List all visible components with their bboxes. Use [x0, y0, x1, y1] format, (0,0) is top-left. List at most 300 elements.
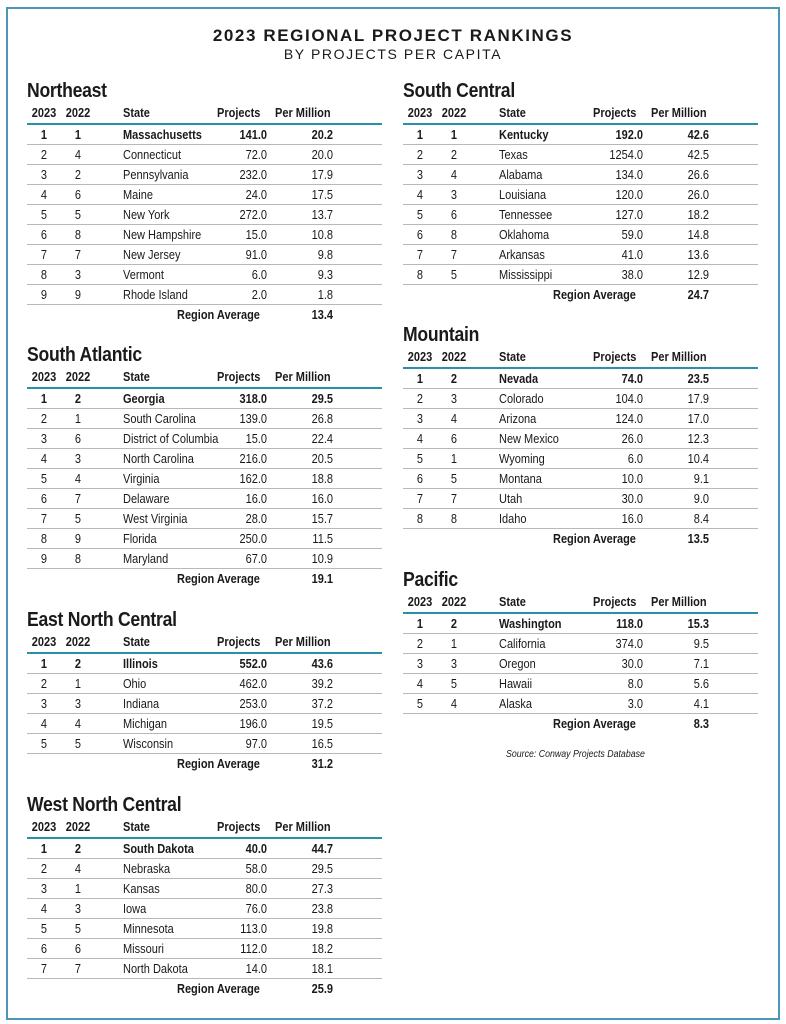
table-row [27, 694, 382, 714]
table-row [403, 469, 758, 489]
region-average-label: Region Average [553, 532, 636, 546]
region-table [27, 343, 382, 589]
table-row [403, 225, 758, 245]
rank-2022: 6 [450, 432, 458, 446]
state-name: West Virginia [123, 512, 188, 526]
state-name: Maine [123, 188, 153, 202]
table-row [403, 125, 758, 145]
rank-2022: 9 [74, 532, 82, 546]
rank-2023: 4 [416, 432, 424, 446]
projects-value: 232.0 [239, 168, 267, 182]
rank-2022: 3 [74, 268, 82, 282]
per-million-value: 11.5 [312, 532, 333, 546]
header-per-million: Per Million [275, 635, 331, 649]
table-row [27, 899, 382, 919]
table-header [27, 817, 382, 839]
state-name: Mississippi [499, 268, 553, 282]
region-average-value: 13.5 [687, 532, 709, 546]
rank-2023: 7 [416, 492, 424, 506]
table-row [27, 959, 382, 979]
rank-2023: 3 [40, 432, 48, 446]
per-million-value: 9.5 [693, 637, 709, 651]
per-million-value: 26.6 [687, 168, 709, 182]
table-row [27, 265, 382, 285]
state-name: Oregon [499, 657, 536, 671]
header-state: State [123, 635, 150, 649]
rank-2023: 9 [40, 288, 48, 302]
rank-2022: 2 [74, 842, 82, 856]
rank-2022: 1 [74, 128, 82, 142]
state-name: Indiana [123, 697, 160, 711]
state-name: North Dakota [123, 962, 188, 976]
rank-2023: 9 [40, 552, 48, 566]
projects-value: 162.0 [239, 472, 267, 486]
projects-value: 374.0 [615, 637, 643, 651]
state-name: Massachusetts [123, 128, 202, 142]
rank-2023: 1 [416, 617, 424, 631]
rank-2023: 6 [416, 472, 424, 486]
projects-value: 76.0 [245, 902, 267, 916]
per-million-value: 18.8 [311, 472, 333, 486]
table-row [27, 714, 382, 734]
per-million-value: 9.0 [693, 492, 709, 506]
per-million-value: 19.8 [311, 922, 333, 936]
table-row [27, 734, 382, 754]
rank-2022: 3 [74, 902, 82, 916]
projects-value: 26.0 [621, 432, 643, 446]
header-2023: 2023 [31, 635, 57, 649]
table-row [27, 285, 382, 305]
per-million-value: 10.4 [687, 452, 709, 466]
table-row [403, 369, 758, 389]
rank-2023: 7 [416, 248, 424, 262]
rank-2023: 5 [416, 697, 424, 711]
header-2022: 2022 [441, 350, 467, 364]
rank-2023: 1 [40, 657, 48, 671]
per-million-value: 23.8 [311, 902, 333, 916]
projects-value: 80.0 [245, 882, 267, 896]
state-name: Alaska [499, 697, 533, 711]
per-million-value: 29.5 [311, 862, 333, 876]
projects-value: 14.0 [245, 962, 267, 976]
table-row [403, 145, 758, 165]
region-average-label: Region Average [177, 982, 260, 996]
projects-value: 16.0 [621, 512, 643, 526]
state-name: North Carolina [123, 452, 194, 466]
per-million-value: 44.7 [311, 842, 333, 856]
region-average-row [403, 529, 758, 549]
projects-value: 462.0 [239, 677, 267, 691]
header-state: State [123, 106, 150, 120]
rank-2023: 5 [40, 922, 48, 936]
table-header [403, 103, 758, 125]
per-million-value: 17.0 [687, 412, 709, 426]
projects-value: 28.0 [245, 512, 267, 526]
rank-2023: 7 [40, 962, 48, 976]
page-subtitle: BY PROJECTS PER CAPITA [283, 46, 503, 62]
table-row [27, 919, 382, 939]
rank-2022: 4 [74, 862, 82, 876]
state-name: New Mexico [499, 432, 559, 446]
state-name: Utah [499, 492, 523, 506]
region-average-value: 19.1 [311, 572, 333, 586]
header-2023: 2023 [407, 350, 433, 364]
state-name: Iowa [123, 902, 147, 916]
projects-value: 16.0 [245, 492, 267, 506]
rank-2023: 5 [40, 208, 48, 222]
per-million-value: 16.5 [311, 737, 333, 751]
table-row [403, 614, 758, 634]
projects-value: 120.0 [615, 188, 643, 202]
rank-2022: 2 [450, 372, 458, 386]
header-2023: 2023 [407, 106, 433, 120]
state-name: New Hampshire [123, 228, 202, 242]
state-name: South Carolina [123, 412, 196, 426]
state-name: Nebraska [123, 862, 171, 876]
per-million-value: 20.0 [311, 148, 333, 162]
projects-value: 38.0 [621, 268, 643, 282]
rank-2022: 1 [74, 677, 82, 691]
rank-2023: 5 [40, 472, 48, 486]
rank-2023: 4 [416, 188, 424, 202]
header-state: State [123, 370, 150, 384]
table-row [403, 389, 758, 409]
state-name: Alabama [499, 168, 543, 182]
rank-2023: 2 [416, 148, 424, 162]
header-projects: Projects [217, 106, 261, 120]
rank-2022: 3 [74, 452, 82, 466]
table-row [403, 634, 758, 654]
per-million-value: 15.7 [311, 512, 333, 526]
header-projects: Projects [217, 370, 261, 384]
rank-2023: 1 [416, 128, 424, 142]
rank-2023: 3 [40, 882, 48, 896]
state-name: South Dakota [123, 842, 194, 856]
header-per-million: Per Million [651, 106, 707, 120]
table-row [403, 509, 758, 529]
rank-2022: 3 [450, 188, 458, 202]
region-average-row [27, 979, 382, 999]
per-million-value: 20.5 [311, 452, 333, 466]
projects-value: 253.0 [239, 697, 267, 711]
per-million-value: 9.1 [693, 472, 709, 486]
region-title: East North Central [27, 609, 177, 631]
table-row [27, 674, 382, 694]
header-projects: Projects [593, 106, 637, 120]
projects-value: 30.0 [621, 492, 643, 506]
table-row [403, 489, 758, 509]
header-2022: 2022 [65, 635, 91, 649]
header-projects: Projects [217, 635, 261, 649]
region-title: Northeast [27, 80, 107, 102]
rank-2022: 4 [74, 717, 82, 731]
table-row [403, 429, 758, 449]
table-row [403, 694, 758, 714]
rank-2023: 2 [40, 677, 48, 691]
rank-2023: 3 [40, 168, 48, 182]
table-row [27, 549, 382, 569]
table-row [27, 245, 382, 265]
region-table [403, 323, 758, 549]
per-million-value: 17.5 [311, 188, 333, 202]
state-name: Colorado [499, 392, 544, 406]
rank-2022: 4 [450, 697, 458, 711]
region-average-label: Region Average [553, 288, 636, 302]
table-row [27, 879, 382, 899]
state-name: Montana [499, 472, 542, 486]
table-row [27, 429, 382, 449]
rank-2022: 8 [450, 512, 458, 526]
per-million-value: 27.3 [311, 882, 333, 896]
header-state: State [499, 350, 526, 364]
header-per-million: Per Million [275, 370, 331, 384]
state-name: Wisconsin [123, 737, 174, 751]
rank-2022: 6 [74, 432, 82, 446]
region-average-label: Region Average [553, 717, 636, 731]
rank-2022: 7 [74, 962, 82, 976]
region-average-label: Region Average [177, 308, 260, 322]
rank-2023: 2 [40, 862, 48, 876]
header-2023: 2023 [407, 595, 433, 609]
state-name: Wyoming [499, 452, 545, 466]
header-projects: Projects [593, 595, 637, 609]
per-million-value: 10.8 [311, 228, 333, 242]
table-row [27, 939, 382, 959]
table-row [403, 449, 758, 469]
projects-value: 272.0 [239, 208, 267, 222]
table-header [27, 632, 382, 654]
per-million-value: 42.6 [687, 128, 709, 142]
per-million-value: 26.8 [311, 412, 333, 426]
projects-value: 127.0 [615, 208, 643, 222]
state-name: District of Columbia [123, 432, 219, 446]
rank-2023: 2 [416, 637, 424, 651]
projects-value: 40.0 [245, 842, 267, 856]
header-per-million: Per Million [651, 595, 707, 609]
projects-value: 104.0 [615, 392, 643, 406]
rank-2023: 6 [40, 492, 48, 506]
rank-2022: 1 [74, 412, 82, 426]
table-row [27, 125, 382, 145]
region-table [27, 608, 382, 774]
rank-2023: 8 [40, 532, 48, 546]
table-row [27, 225, 382, 245]
per-million-value: 7.1 [693, 657, 709, 671]
rank-2023: 1 [416, 372, 424, 386]
table-row [27, 449, 382, 469]
state-name: Texas [499, 148, 528, 162]
table-row [27, 489, 382, 509]
rank-2023: 5 [416, 208, 424, 222]
state-name: Oklahoma [499, 228, 550, 242]
per-million-value: 12.3 [687, 432, 709, 446]
per-million-value: 18.2 [687, 208, 709, 222]
state-name: Hawaii [499, 677, 533, 691]
table-row [27, 509, 382, 529]
region-title: Mountain [403, 324, 480, 346]
header-per-million: Per Million [275, 820, 331, 834]
table-row [27, 654, 382, 674]
rank-2022: 8 [74, 552, 82, 566]
projects-value: 74.0 [621, 372, 643, 386]
header-2023: 2023 [31, 370, 57, 384]
per-million-value: 19.5 [311, 717, 333, 731]
header-state: State [499, 595, 526, 609]
rank-2023: 8 [416, 512, 424, 526]
table-row [403, 409, 758, 429]
region-average-row [27, 754, 382, 774]
per-million-value: 39.2 [311, 677, 333, 691]
rank-2023: 7 [40, 248, 48, 262]
per-million-value: 13.7 [311, 208, 333, 222]
rank-2022: 2 [74, 392, 82, 406]
rank-2022: 2 [74, 657, 82, 671]
region-title: Pacific [403, 569, 458, 591]
projects-value: 6.0 [251, 268, 267, 282]
page-title: 2023 REGIONAL PROJECT RANKINGS [212, 26, 574, 45]
rank-2022: 2 [450, 148, 458, 162]
region-average-value: 8.3 [693, 717, 709, 731]
rank-2022: 1 [450, 452, 458, 466]
per-million-value: 43.6 [311, 657, 333, 671]
per-million-value: 10.9 [311, 552, 333, 566]
rank-2023: 4 [40, 452, 48, 466]
rank-2022: 5 [450, 472, 458, 486]
per-million-value: 14.8 [687, 228, 709, 242]
region-table [27, 793, 382, 999]
projects-value: 112.0 [240, 942, 267, 956]
rank-2022: 7 [450, 248, 458, 262]
state-name: Louisiana [499, 188, 547, 202]
table-row [27, 859, 382, 879]
state-name: New York [123, 208, 170, 222]
header-projects: Projects [217, 820, 261, 834]
projects-value: 15.0 [245, 228, 267, 242]
rank-2022: 5 [74, 737, 82, 751]
projects-value: 10.0 [621, 472, 643, 486]
projects-value: 97.0 [245, 737, 267, 751]
per-million-value: 42.5 [687, 148, 709, 162]
rank-2023: 2 [416, 392, 424, 406]
projects-value: 192.0 [615, 128, 643, 142]
table-row [403, 245, 758, 265]
state-name: Georgia [123, 392, 165, 406]
rank-2022: 4 [450, 412, 458, 426]
rank-2022: 8 [450, 228, 458, 242]
state-name: Virginia [123, 472, 160, 486]
region-title: South Central [403, 80, 515, 102]
rank-2023: 2 [40, 412, 48, 426]
table-row [27, 145, 382, 165]
rank-2022: 7 [74, 248, 82, 262]
region-average-value: 25.9 [311, 982, 333, 996]
table-row [403, 654, 758, 674]
table-header [403, 592, 758, 614]
table-header [27, 103, 382, 125]
state-name: Tennessee [499, 208, 553, 222]
rank-2023: 6 [40, 228, 48, 242]
table-header [403, 347, 758, 369]
per-million-value: 8.4 [693, 512, 709, 526]
per-million-value: 26.0 [687, 188, 709, 202]
region-title: West North Central [27, 794, 182, 816]
per-million-value: 20.2 [311, 128, 333, 142]
state-name: California [499, 637, 546, 651]
header-state: State [123, 820, 150, 834]
rank-2022: 9 [74, 288, 82, 302]
projects-value: 58.0 [245, 862, 267, 876]
region-average-value: 13.4 [311, 308, 333, 322]
per-million-value: 5.6 [693, 677, 709, 691]
per-million-value: 29.5 [311, 392, 333, 406]
rank-2022: 8 [74, 228, 82, 242]
per-million-value: 1.8 [317, 288, 333, 302]
rank-2023: 2 [40, 148, 48, 162]
table-row [403, 185, 758, 205]
region-average-label: Region Average [177, 757, 260, 771]
state-name: Michigan [123, 717, 168, 731]
state-name: Missouri [123, 942, 164, 956]
state-name: Minnesota [123, 922, 174, 936]
table-row [27, 389, 382, 409]
state-name: Illinois [123, 657, 158, 671]
rank-2022: 4 [74, 472, 82, 486]
table-row [27, 409, 382, 429]
header-2023: 2023 [31, 820, 57, 834]
projects-value: 67.0 [245, 552, 267, 566]
projects-value: 6.0 [627, 452, 643, 466]
rank-2022: 5 [450, 677, 458, 691]
projects-value: 1254.0 [609, 148, 643, 162]
per-million-value: 17.9 [687, 392, 709, 406]
projects-value: 59.0 [621, 228, 643, 242]
rank-2023: 8 [416, 268, 424, 282]
rank-2023: 1 [40, 128, 48, 142]
state-name: Connecticut [123, 148, 182, 162]
projects-value: 30.0 [621, 657, 643, 671]
table-row [27, 529, 382, 549]
state-name: Maryland [123, 552, 169, 566]
table-row [27, 185, 382, 205]
rank-2022: 1 [74, 882, 82, 896]
projects-value: 2.0 [251, 288, 267, 302]
rank-2023: 4 [416, 677, 424, 691]
per-million-value: 9.3 [317, 268, 333, 282]
rank-2022: 5 [450, 268, 458, 282]
rank-2023: 1 [40, 842, 48, 856]
per-million-value: 22.4 [311, 432, 333, 446]
per-million-value: 17.9 [311, 168, 333, 182]
rank-2022: 2 [74, 168, 82, 182]
rank-2023: 6 [40, 942, 48, 956]
rank-2023: 5 [40, 737, 48, 751]
region-average-value: 31.2 [311, 757, 333, 771]
state-name: Delaware [123, 492, 170, 506]
rank-2022: 3 [450, 392, 458, 406]
state-name: Ohio [123, 677, 147, 691]
state-name: Arizona [499, 412, 537, 426]
header-per-million: Per Million [651, 350, 707, 364]
rank-2023: 3 [40, 697, 48, 711]
per-million-value: 13.6 [687, 248, 709, 262]
projects-value: 24.0 [245, 188, 267, 202]
rank-2023: 4 [40, 717, 48, 731]
state-name: Idaho [499, 512, 527, 526]
rank-2022: 2 [450, 617, 458, 631]
table-row [27, 205, 382, 225]
rank-2022: 6 [450, 208, 458, 222]
state-name: Vermont [123, 268, 164, 282]
